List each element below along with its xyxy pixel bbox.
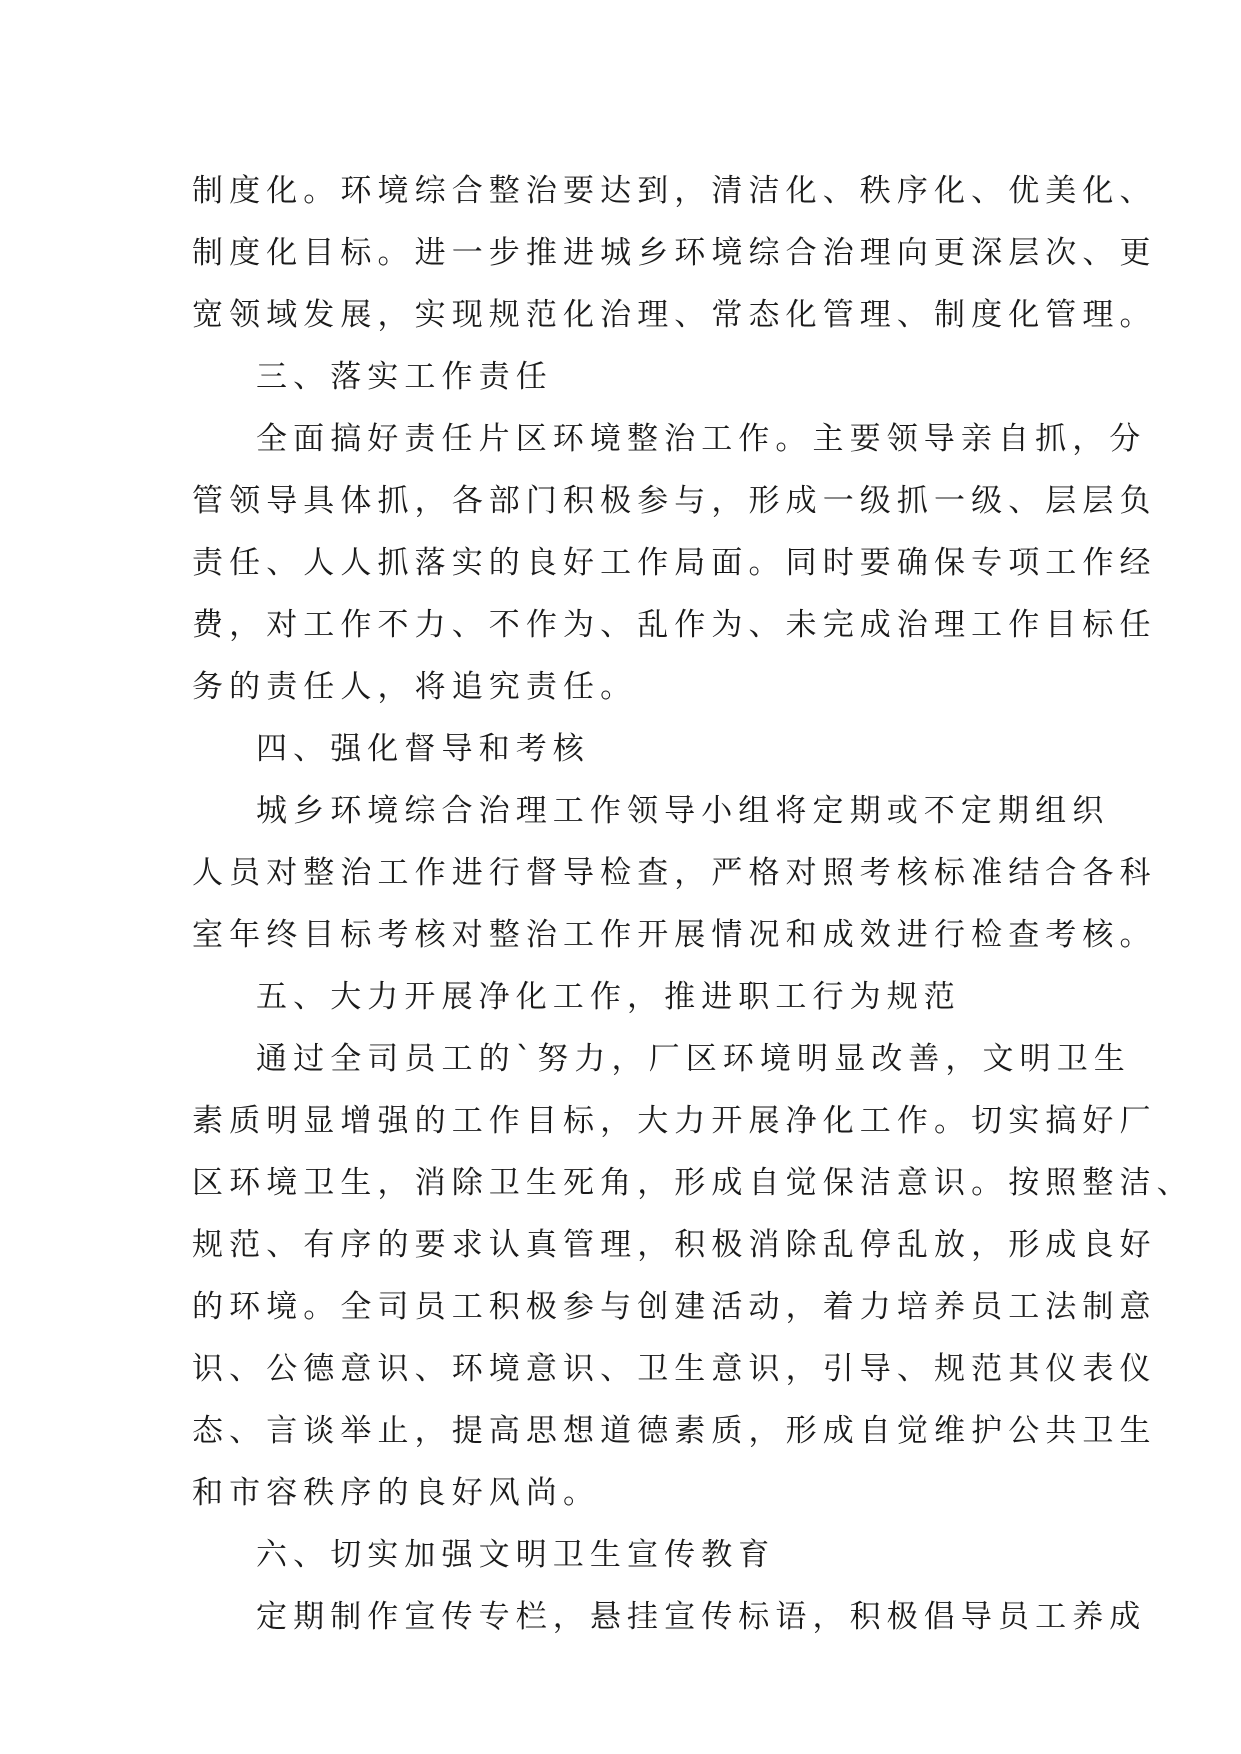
text-line: 识、公德意识、环境意识、卫生意识，引导、规范其仪表仪 bbox=[192, 1351, 1157, 1387]
text-line: 和市容秩序的良好风尚。 bbox=[192, 1475, 601, 1511]
text-line: 规范、有序的要求认真管理，积极消除乱停乱放，形成良好 bbox=[192, 1227, 1157, 1263]
text-line: 责任、人人抓落实的良好工作局面。同时要确保专项工作经 bbox=[192, 545, 1157, 581]
text-line: 人员对整治工作进行督导检查，严格对照考核标准结合各科 bbox=[192, 855, 1157, 891]
text-line: 态、言谈举止，提高思想道德素质，形成自觉维护公共卫生 bbox=[192, 1413, 1157, 1449]
text-line: 区环境卫生，消除卫生死角，形成自觉保洁意识。按照整洁、 bbox=[192, 1165, 1194, 1201]
text-line: 的环境。全司员工积极参与创建活动，着力培养员工法制意 bbox=[192, 1289, 1157, 1325]
paragraph-first-line: 城乡环境综合治理工作领导小组将定期或不定期组织 bbox=[256, 793, 1110, 829]
text-line: 制度化目标。进一步推进城乡环境综合治理向更深层次、更 bbox=[192, 235, 1157, 271]
paragraph-first-line: 通过全司员工的`努力，厂区环境明显改善，文明卫生 bbox=[256, 1041, 1131, 1077]
paragraph-first-line: 全面搞好责任片区环境整治工作。主要领导亲自抓，分 bbox=[256, 421, 1147, 457]
section-heading: 五、大力开展净化工作，推进职工行为规范 bbox=[256, 979, 961, 1015]
section-heading: 六、切实加强文明卫生宣传教育 bbox=[256, 1537, 776, 1573]
text-line: 制度化。环境综合整治要达到，清洁化、秩序化、优美化、 bbox=[192, 173, 1157, 209]
text-line: 宽领域发展，实现规范化治理、常态化管理、制度化管理。 bbox=[192, 297, 1157, 333]
text-line: 室年终目标考核对整治工作开展情况和成效进行检查考核。 bbox=[192, 917, 1157, 953]
document-body bbox=[192, 160, 1194, 1648]
paragraph-first-line: 定期制作宣传专栏，悬挂宣传标语，积极倡导员工养成 bbox=[256, 1599, 1147, 1635]
text-line: 务的责任人，将追究责任。 bbox=[192, 669, 638, 705]
text-line: 管领导具体抓，各部门积极参与，形成一级抓一级、层层负 bbox=[192, 483, 1157, 519]
section-heading: 四、强化督导和考核 bbox=[256, 731, 590, 767]
text-line: 费，对工作不力、不作为、乱作为、未完成治理工作目标任 bbox=[192, 607, 1157, 643]
text-line: 素质明显增强的工作目标，大力开展净化工作。切实搞好厂 bbox=[192, 1103, 1157, 1139]
section-heading: 三、落实工作责任 bbox=[256, 359, 553, 395]
